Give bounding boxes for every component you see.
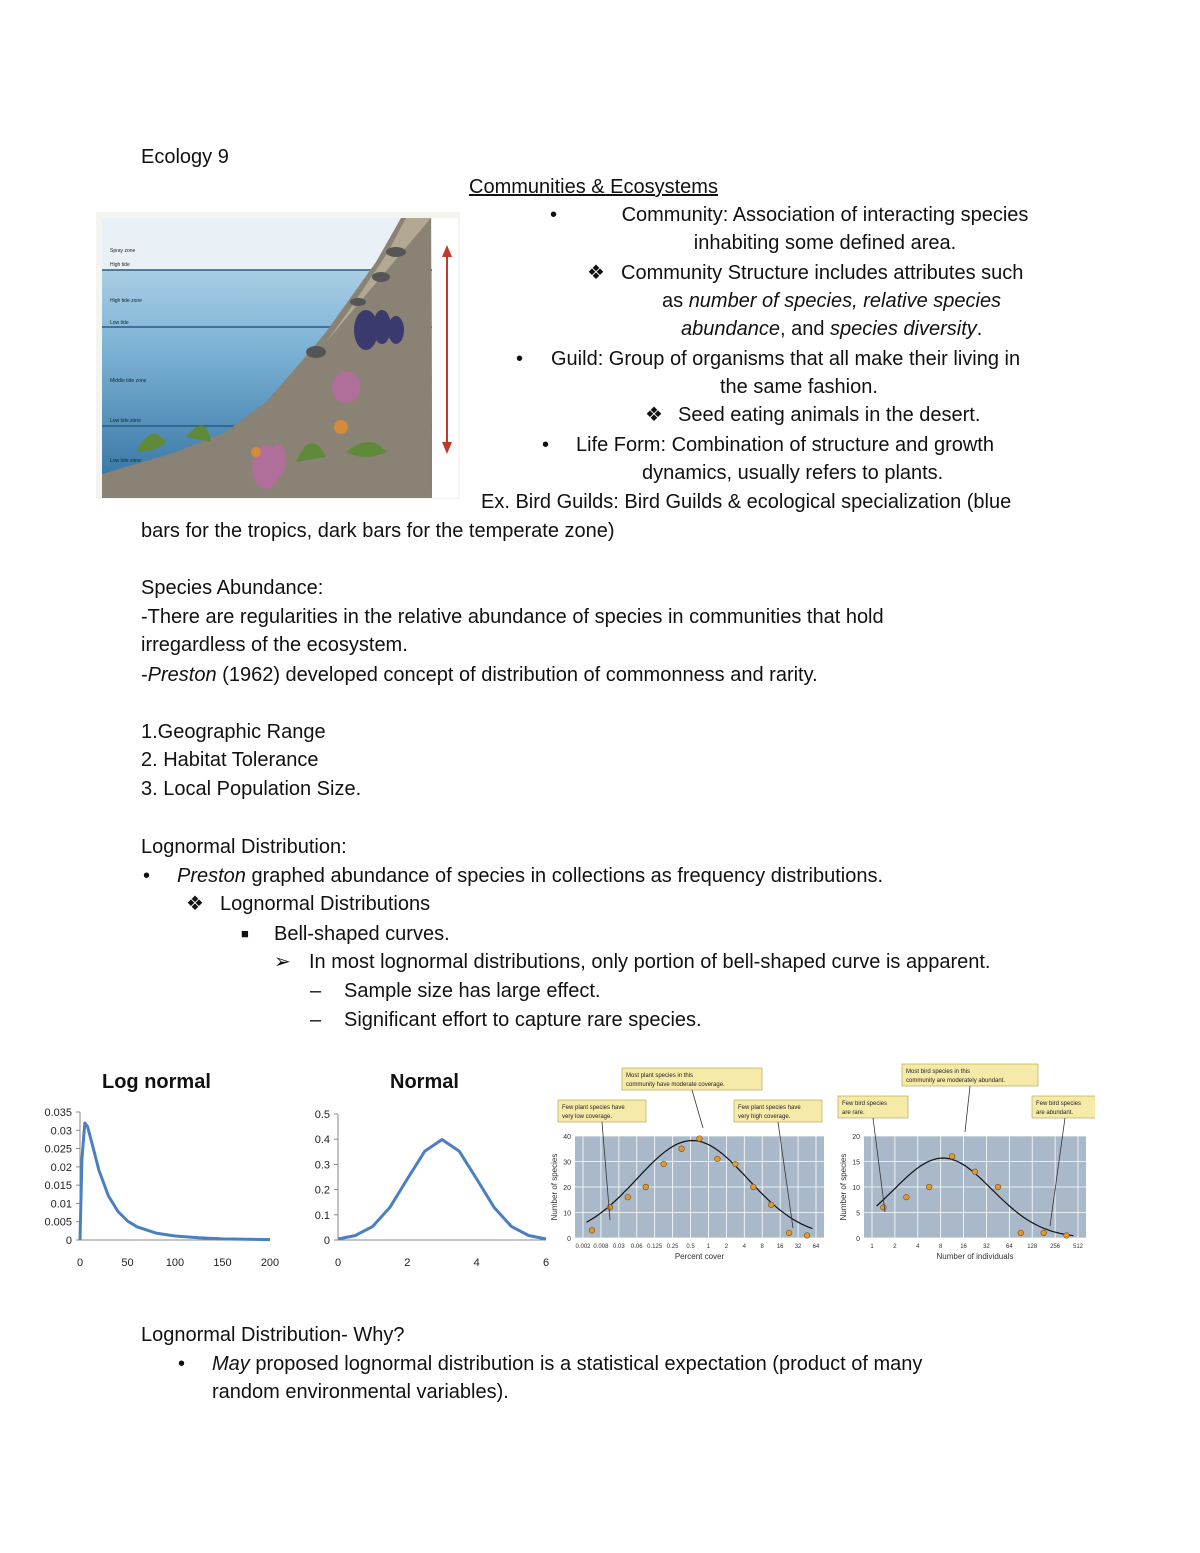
x-tick-label: 0.008 [593,1244,609,1250]
doc-title: Ecology 9 [141,146,229,168]
x-tick-label: 512 [1072,1244,1084,1250]
community-structure-line-1: Community Structure includes attributes such [621,262,1024,284]
bullet-dot: • [143,865,151,887]
data-point [949,1154,955,1160]
x-tick-label: 16 [960,1244,967,1250]
svg-text:High tide zone: High tide zone [110,298,142,304]
callout-text: Few plant species have [562,1105,625,1111]
y-tick-label: 0.015 [44,1180,72,1193]
x-tick-label: 100 [165,1257,185,1269]
svg-text:Spray zone: Spray zone [110,248,136,254]
species-abundance-p1-line-1: -There are regularities in the relative abundance of species in communities that hold [141,606,884,628]
x-tick-label: 2 [724,1244,729,1250]
list-item: 2. Habitat Tolerance [141,749,319,771]
community-structure-line-2: as number of species, relative species [662,290,1002,312]
lognormal-heading: Lognormal Distribution: [141,836,347,858]
svg-text:Middle tide zone: Middle tide zone [110,378,147,384]
y-tick-label: 5 [856,1210,860,1218]
why-heading: Lognormal Distribution- Why? [141,1324,405,1346]
data-point [881,1205,887,1211]
x-tick-label: 256 [1050,1244,1061,1250]
data-point [786,1230,792,1236]
lognormal-sub-1: Lognormal Distributions [220,893,431,915]
data-point [679,1146,685,1152]
y-tick-label: 0.5 [314,1109,330,1121]
y-tick-label: 15 [852,1159,860,1167]
why-bullet-line-2: random environmental variables). [212,1381,509,1403]
list-item: 3. Local Population Size. [141,778,362,800]
x-tick-label: 0.002 [575,1244,591,1250]
bird-species-chart [830,1062,1095,1272]
x-tick-label: 0 [76,1257,84,1269]
lognormal-chart [30,1100,300,1280]
callout-text: are abundant. [1036,1110,1074,1116]
y-tick-label: 0.4 [314,1134,330,1147]
dash-bullet-icon: – [310,980,322,1002]
species-abundance-heading: Species Abundance: [141,577,324,599]
y-tick-label: 30 [563,1159,571,1167]
guild-line-1: Guild: Group of organisms that all make their living in [551,348,1021,370]
data-point [768,1202,774,1208]
data-point [750,1184,756,1190]
y-tick-label: 0.1 [314,1209,330,1222]
y-tick-label: 0.005 [44,1216,72,1229]
lognormal-sub-3: In most lognormal distributions, only portion of bell-shaped curve is apparent. [309,951,991,973]
x-tick-label: 128 [1027,1244,1038,1250]
x-tick-label: 64 [812,1244,820,1250]
data-point [1041,1230,1047,1236]
guild-line-2: the same fashion. [720,376,878,398]
callout-pointer [965,1086,970,1132]
species-abundance-p1-line-2: irregardless of the ecosystem. [141,634,408,656]
x-tick-label: 4 [473,1257,480,1269]
bullet-dot: • [516,348,524,370]
data-point [1064,1233,1070,1239]
x-tick-label: 0.03 [613,1244,625,1250]
life-form-line-1: Life Form: Combination of structure and growth [576,434,994,456]
x-tick-label: 4 [742,1244,746,1250]
y-tick-label: 0.01 [50,1198,72,1211]
y-tick-label: 20 [563,1185,571,1192]
bullet-dot: • [550,204,558,226]
x-tick-label: 0.5 [686,1244,695,1250]
x-tick-label: 0 [334,1257,342,1269]
intertidal-zonation-illustration [96,212,460,499]
data-point [733,1161,739,1167]
community-line-1: Community: Association of interacting species [621,204,1029,226]
lognormal-bullet-1: Preston graphed abundance of species in collections as frequency distributions. [177,865,883,887]
life-form-line-2: dynamics, usually refers to plants. [642,462,944,484]
x-tick-label: 50 [121,1257,134,1269]
x-tick-label: 32 [794,1244,802,1250]
x-tick-label: 2 [893,1244,897,1250]
data-point [661,1161,667,1167]
y-tick-label: 40 [563,1134,571,1141]
y-axis-label: Number of species [550,1153,559,1221]
callout-text: Most bird species in this [906,1069,971,1075]
data-point [1018,1230,1024,1236]
callout-text: Few bird species [1036,1101,1082,1107]
callout-text: Most plant species in this [626,1073,694,1079]
svg-text:High tide: High tide [110,262,130,268]
data-point [904,1194,910,1200]
data-point [972,1169,978,1175]
data-point [625,1194,631,1200]
x-tick-label: 8 [760,1244,764,1250]
x-tick-label: 2 [404,1257,411,1269]
y-tick-label: 0.03 [50,1125,72,1138]
callout-text: very high coverage. [738,1114,791,1120]
community-line-2: inhabiting some defined area. [693,232,957,254]
y-tick-label: 0 [323,1235,330,1247]
x-tick-label: 0.125 [647,1244,663,1250]
y-tick-label: 0.3 [314,1159,330,1172]
y-tick-label: 0.02 [50,1161,72,1174]
x-tick-label: 16 [776,1244,784,1250]
diamond-bullet-icon: ❖ [587,262,605,284]
series-line [80,1123,270,1240]
bird-guilds-line-2: bars for the tropics, dark bars for the temperate zone) [141,520,615,542]
square-bullet-icon: ■ [241,926,249,941]
x-tick-label: 1 [706,1244,711,1250]
y-tick-label: 0.035 [44,1107,72,1119]
normal-chart [300,1100,560,1280]
y-tick-label: 0.2 [314,1184,330,1197]
dash-bullet-icon: – [310,1009,322,1031]
lognormal-dash-2: Significant effort to capture rare species. [344,1009,702,1031]
bullet-dot: • [178,1353,186,1375]
svg-text:Low tide zone: Low tide zone [110,418,141,424]
y-tick-label: 0 [567,1236,571,1243]
y-tick-label: 10 [852,1185,860,1192]
callout-text: very low coverage. [562,1114,613,1120]
series-line [338,1140,546,1240]
guild-example: Seed eating animals in the desert. [678,404,981,426]
x-tick-label: 8 [938,1244,943,1250]
diamond-bullet-icon: ❖ [645,404,663,426]
y-tick-label: 0 [856,1236,860,1243]
diamond-bullet-icon: ❖ [186,893,204,915]
x-axis-label: Percent cover [674,1252,725,1261]
chart-title-lognormal: Log normal [102,1071,211,1093]
x-tick-label: 6 [542,1257,550,1269]
x-tick-label: 0.25 [666,1244,679,1250]
y-tick-label: 20 [852,1134,860,1141]
data-point [697,1136,703,1142]
species-abundance-p2: -Preston (1962) developed concept of distribution of commonness and rarity. [141,664,818,686]
lognormal-dash-1: Sample size has large effect. [344,980,601,1002]
y-tick-label: 0 [65,1235,72,1247]
x-axis-label: Number of individuals [936,1252,1014,1261]
community-structure-line-3: abundance, and species diversity. [681,318,983,340]
data-point [804,1233,810,1239]
callout-text: community are moderately abundant. [906,1078,1006,1084]
data-point [715,1156,721,1162]
data-point [926,1184,932,1190]
x-tick-label: 150 [213,1257,232,1269]
plant-species-chart [548,1062,828,1272]
lognormal-sub-2: Bell-shaped curves. [274,923,450,945]
y-axis-label: Number of species [839,1153,848,1221]
data-point [643,1184,649,1190]
arrow-bullet-icon: ➢ [274,951,291,973]
data-point [607,1205,613,1211]
callout-text: Few bird species [842,1101,888,1107]
bullet-dot: • [542,434,550,456]
x-tick-label: 4 [916,1244,920,1250]
data-point [589,1228,595,1234]
x-tick-label: 200 [260,1257,280,1269]
list-item: 1.Geographic Range [141,721,326,743]
chart-title-normal: Normal [390,1071,459,1093]
svg-text:Low tide: Low tide [110,320,129,326]
x-tick-label: 0.06 [630,1244,643,1250]
bird-guilds-line-1: Ex. Bird Guilds: Bird Guilds & ecological specialization (blue [481,491,1012,513]
y-tick-label: 10 [563,1210,571,1218]
callout-pointer [692,1090,703,1128]
x-tick-label: 64 [1005,1244,1013,1250]
y-tick-label: 0.025 [44,1143,72,1156]
data-point [995,1184,1001,1190]
svg-text:Low tide zone: Low tide zone [110,458,141,464]
callout-text: community have moderate coverage. [626,1082,725,1088]
callout-text: are rare. [842,1110,865,1116]
section-title: Communities & Ecosystems [469,176,718,198]
why-bullet-line-1: May proposed lognormal distribution is a statistical expectation (product of many [212,1353,923,1375]
callout-text: Few plant species have [738,1105,801,1111]
x-tick-label: 1 [870,1244,874,1250]
x-tick-label: 32 [983,1244,990,1250]
